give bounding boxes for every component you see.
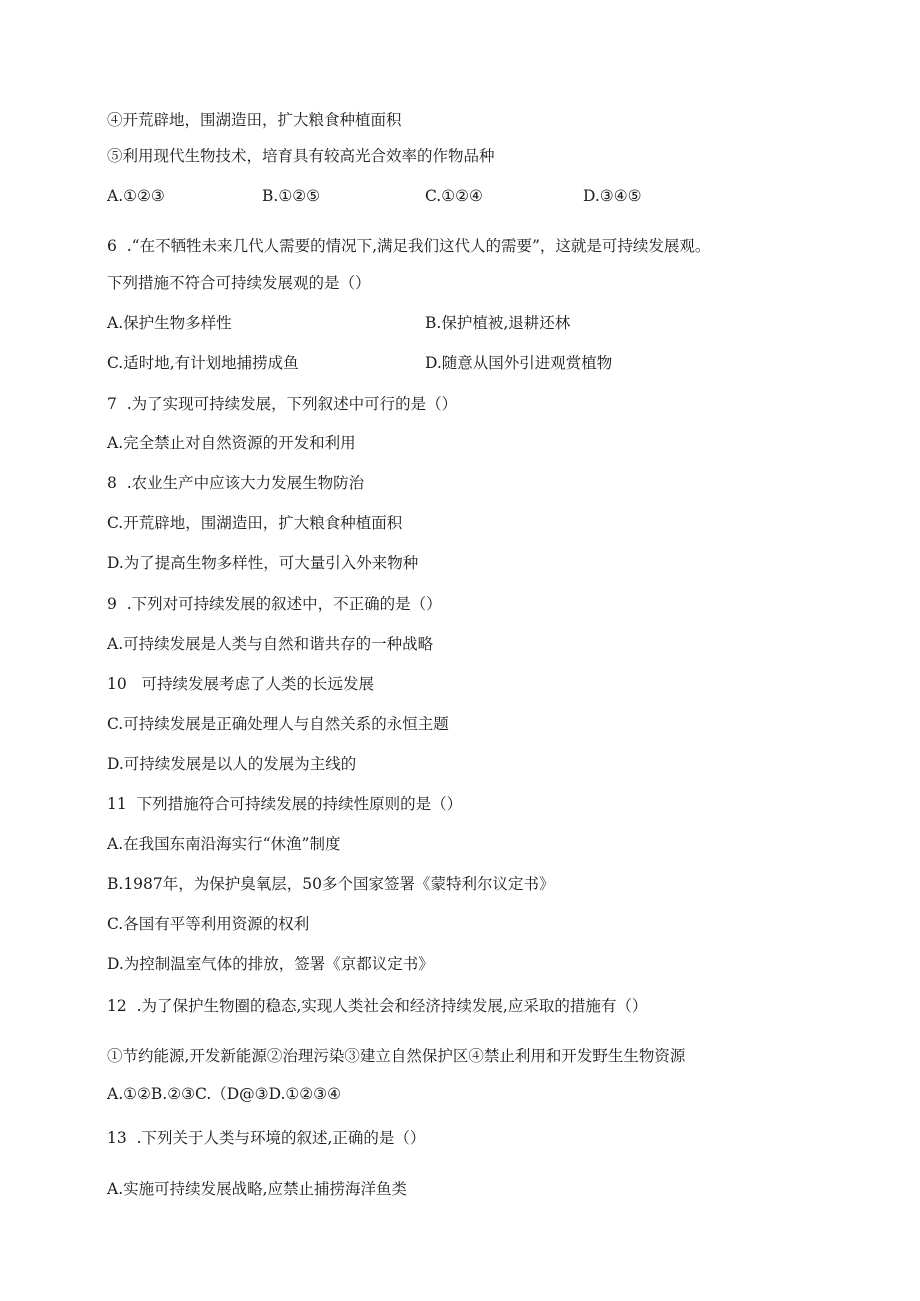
- q7-option-a: A.完全禁止对自然资源的开发和利用: [107, 434, 356, 452]
- q11-stem: 11 下列措施符合可持续发展的持续性原则的是（）: [107, 795, 463, 813]
- q5-option-c: C.①②④: [425, 187, 483, 205]
- q7-option-c: C.开荒辟地，围湖造田，扩大粮食种植面积: [107, 514, 403, 532]
- q6-option-d: D.随意从国外引进观赏植物: [425, 354, 613, 372]
- q6-option-a: A.保护生物多样性: [107, 314, 232, 332]
- q12-options: A.①②B.②③C.（D@③D.①②③④: [107, 1085, 341, 1103]
- q7-option-d: D.为了提高生物多样性，可大量引入外来物种: [107, 554, 419, 572]
- q5-option-a: A.①②③: [107, 187, 165, 205]
- q6-stem-line-1: 6 .“在不牺牲未来几代人需要的情况下,满足我们这代人的需要”，这就是可持续发展观。: [107, 237, 711, 255]
- q13-stem: 13 .下列关于人类与环境的叙述,正确的是（）: [107, 1129, 426, 1147]
- q11-option-d: D.为控制温室气体的排放，签署《京都议定书》: [107, 955, 434, 973]
- q12-items: ①节约能源,开发新能源②治理污染③建立自然保护区④禁止利用和开发野生生物资源: [107, 1047, 686, 1065]
- q9-option-d: D.可持续发展是以人的发展为主线的: [107, 755, 357, 773]
- q13-option-a: A.实施可持续发展战略,应禁止捕捞海洋鱼类: [107, 1180, 408, 1198]
- q11-option-c: C.各国有平等利用资源的权利: [107, 915, 310, 933]
- q9-option-b: 10 可持续发展考虑了人类的长远发展: [107, 675, 375, 693]
- q5-option-b: B.①②⑤: [262, 187, 321, 205]
- q9-stem: 9 .下列对可持续发展的叙述中，不正确的是（）: [107, 595, 442, 613]
- q9-option-a: A.可持续发展是人类与自然和谐共存的一种战略: [107, 635, 434, 653]
- q6-option-c: C.适时地,有计划地捕捞成鱼: [107, 354, 299, 372]
- q6-stem-line-2: 下列措施不符合可持续发展观的是（）: [107, 274, 371, 292]
- q7-option-b: 8 .农业生产中应该大力发展生物防治: [107, 474, 365, 492]
- q7-stem: 7 .为了实现可持续发展，下列叙述中可行的是（）: [107, 395, 458, 413]
- q6-option-b: B.保护植被,退耕还林: [425, 314, 571, 332]
- q9-option-c: C.可持续发展是正确处理人与自然关系的永恒主题: [107, 715, 449, 733]
- q12-stem: 12 .为了保护生物圈的稳态,实现人类社会和经济持续发展,应采取的措施有（）: [107, 997, 648, 1015]
- q5-item-4: ④开荒辟地，围湖造田，扩大粮食种植面积: [107, 111, 402, 129]
- q11-option-a: A.在我国东南沿海实行“休渔”制度: [107, 835, 341, 853]
- q11-option-b: B.1987年，为保护臭氧层，50多个国家签署《蒙特利尔议定书》: [107, 875, 555, 893]
- q5-option-d: D.③④⑤: [583, 187, 642, 205]
- q5-item-5: ⑤利用现代生物技术，培育具有较高光合效率的作物品种: [107, 147, 495, 165]
